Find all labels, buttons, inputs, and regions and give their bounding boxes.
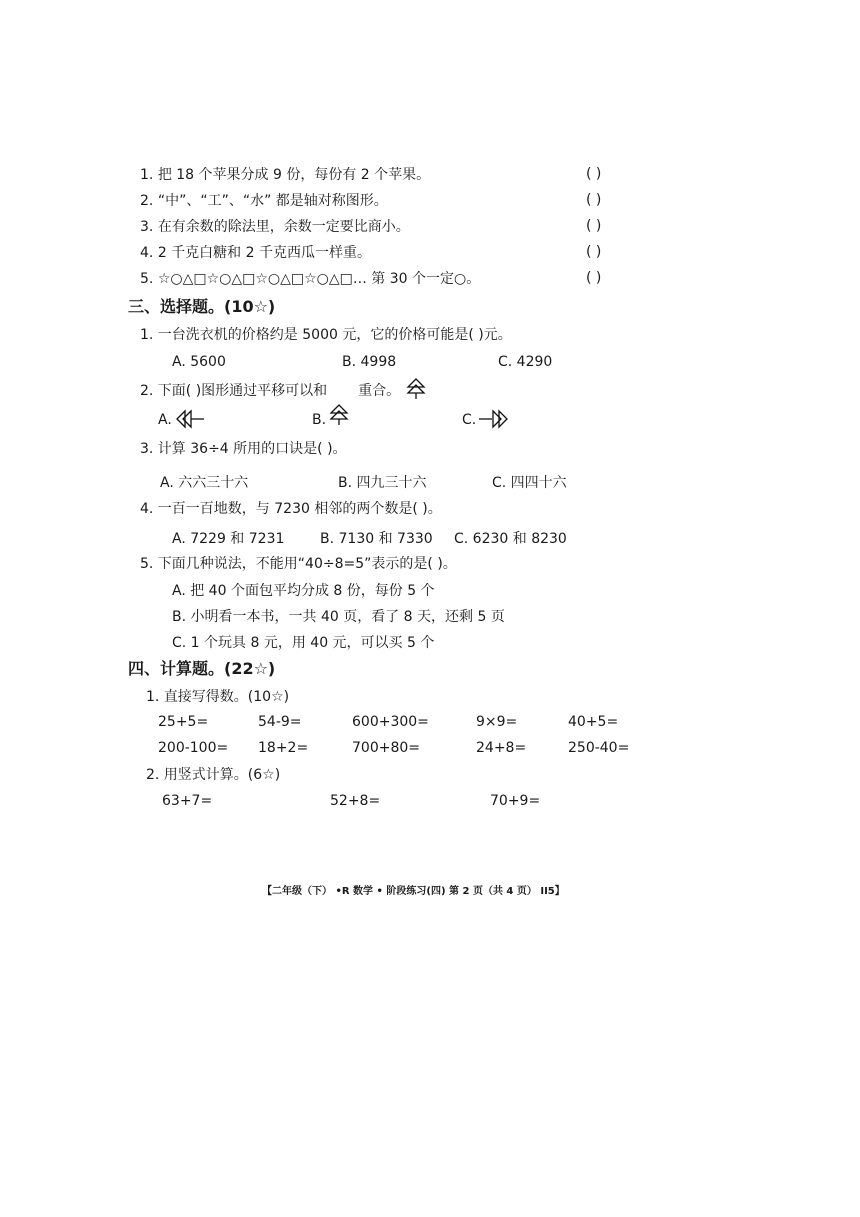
calc-r3-c3[interactable]: 70+9= (490, 793, 541, 809)
answer-paren-3[interactable]: ( ) (586, 218, 602, 234)
choice-q2-option-b[interactable]: B. (312, 412, 327, 428)
choice-q3-option-a[interactable]: A. 六六三十六 (160, 475, 249, 491)
calc-r2-c3[interactable]: 700+80= (352, 740, 420, 756)
answer-paren-4[interactable]: ( ) (586, 244, 602, 260)
answer-paren-1[interactable]: ( ) (586, 166, 602, 182)
choice-q4-option-c[interactable]: C. 6230 和 8230 (454, 531, 567, 547)
choice-q3-option-b[interactable]: B. 四九三十六 (338, 475, 427, 491)
tree-shape-b-icon (330, 404, 348, 426)
page-footer: 【二年级（下） •R 数学 • 阶段练习(四) 第 2 页（共 4 页） II5】 (262, 886, 565, 897)
section-title-calc: 四、计算题。(22☆) (128, 659, 276, 678)
choice-q2 (140, 382, 400, 400)
section-title-choice: 三、选择题。(10☆) (128, 297, 276, 316)
calc-r2-c2[interactable]: 18+2= (258, 740, 309, 756)
choice-q5: 5. 下面几种说法，不能用“40÷8=5”表示的是( )。 (140, 556, 457, 572)
calc-sub2: 2. 用竖式计算。(6☆) (146, 767, 281, 783)
calc-r1-c2[interactable]: 54-9= (258, 714, 302, 730)
item-number: 1. (140, 167, 154, 183)
choice-q1: 1. 一台洗衣机的价格约是 5000 元，它的价格可能是( )元。 (140, 327, 512, 343)
judge-item-3 (140, 218, 410, 236)
judge-item-5 (140, 270, 480, 288)
choice-q3: 3. 计算 36÷4 所用的口诀是( )。 (140, 441, 347, 457)
rotated-tree-left-icon (176, 410, 206, 428)
tree-shape-icon (407, 378, 425, 400)
item-text: 把 18 个苹果分成 9 份，每份有 2 个苹果。 (157, 167, 431, 183)
calc-r2-c5[interactable]: 250-40= (568, 740, 630, 756)
item-number: 4. (140, 245, 154, 261)
calc-r1-c5[interactable]: 40+5= (568, 714, 619, 730)
choice-q4: 4. 一百一百地数，与 7230 相邻的两个数是( )。 (140, 501, 442, 517)
item-number: 2. (140, 193, 154, 209)
calc-r3-c1[interactable]: 63+7= (162, 793, 213, 809)
question-text-after: 重合。 (358, 383, 401, 399)
choice-q1-option-b[interactable]: B. 4998 (342, 354, 397, 370)
calc-r3-c2[interactable]: 52+8= (330, 793, 381, 809)
item-text: 2 千克白糖和 2 千克西瓜一样重。 (157, 245, 371, 261)
choice-q1-option-a[interactable]: A. 5600 (172, 354, 226, 370)
rotated-tree-right-icon (478, 410, 508, 428)
choice-q2-option-c[interactable]: C. (462, 412, 477, 428)
choice-q2-option-a[interactable]: A. (158, 412, 172, 428)
choice-q4-option-b[interactable]: B. 7130 和 7330 (320, 531, 433, 547)
choice-q3-option-c[interactable]: C. 四四十六 (492, 475, 567, 491)
choice-q5-option-a[interactable]: A. 把 40 个面包平均分成 8 份，每份 5 个 (172, 583, 435, 599)
choice-q1-option-c[interactable]: C. 4290 (498, 354, 553, 370)
item-text: ☆○△□☆○△□☆○△□☆○△□… 第 30 个一定○。 (157, 271, 481, 287)
judge-item-4 (140, 244, 371, 262)
calc-sub1: 1. 直接写得数。(10☆) (146, 689, 290, 705)
judge-item-2 (140, 192, 388, 210)
answer-paren-5[interactable]: ( ) (586, 270, 602, 286)
choice-q5-option-b[interactable]: B. 小明看一本书，一共 40 页，看了 8 天，还剩 5 页 (172, 609, 505, 625)
calc-r1-c4[interactable]: 9×9= (476, 714, 518, 730)
question-text: 2. 下面( )图形通过平移可以和 (140, 383, 328, 399)
choice-q4-option-a[interactable]: A. 7229 和 7231 (172, 531, 285, 547)
item-text: 在有余数的除法里，余数一定要比商小。 (157, 219, 410, 235)
judge-item-1 (140, 166, 430, 184)
calc-r1-c1[interactable]: 25+5= (158, 714, 209, 730)
calc-r2-c1[interactable]: 200-100= (158, 740, 229, 756)
choice-q5-option-c[interactable]: C. 1 个玩具 8 元，用 40 元，可以买 5 个 (172, 635, 435, 651)
item-number: 3. (140, 219, 154, 235)
item-text: “中”、“工”、“水” 都是轴对称图形。 (157, 193, 388, 209)
answer-paren-2[interactable]: ( ) (586, 192, 602, 208)
calc-r1-c3[interactable]: 600+300= (352, 714, 429, 730)
calc-r2-c4[interactable]: 24+8= (476, 740, 527, 756)
item-number: 5. (140, 271, 154, 287)
